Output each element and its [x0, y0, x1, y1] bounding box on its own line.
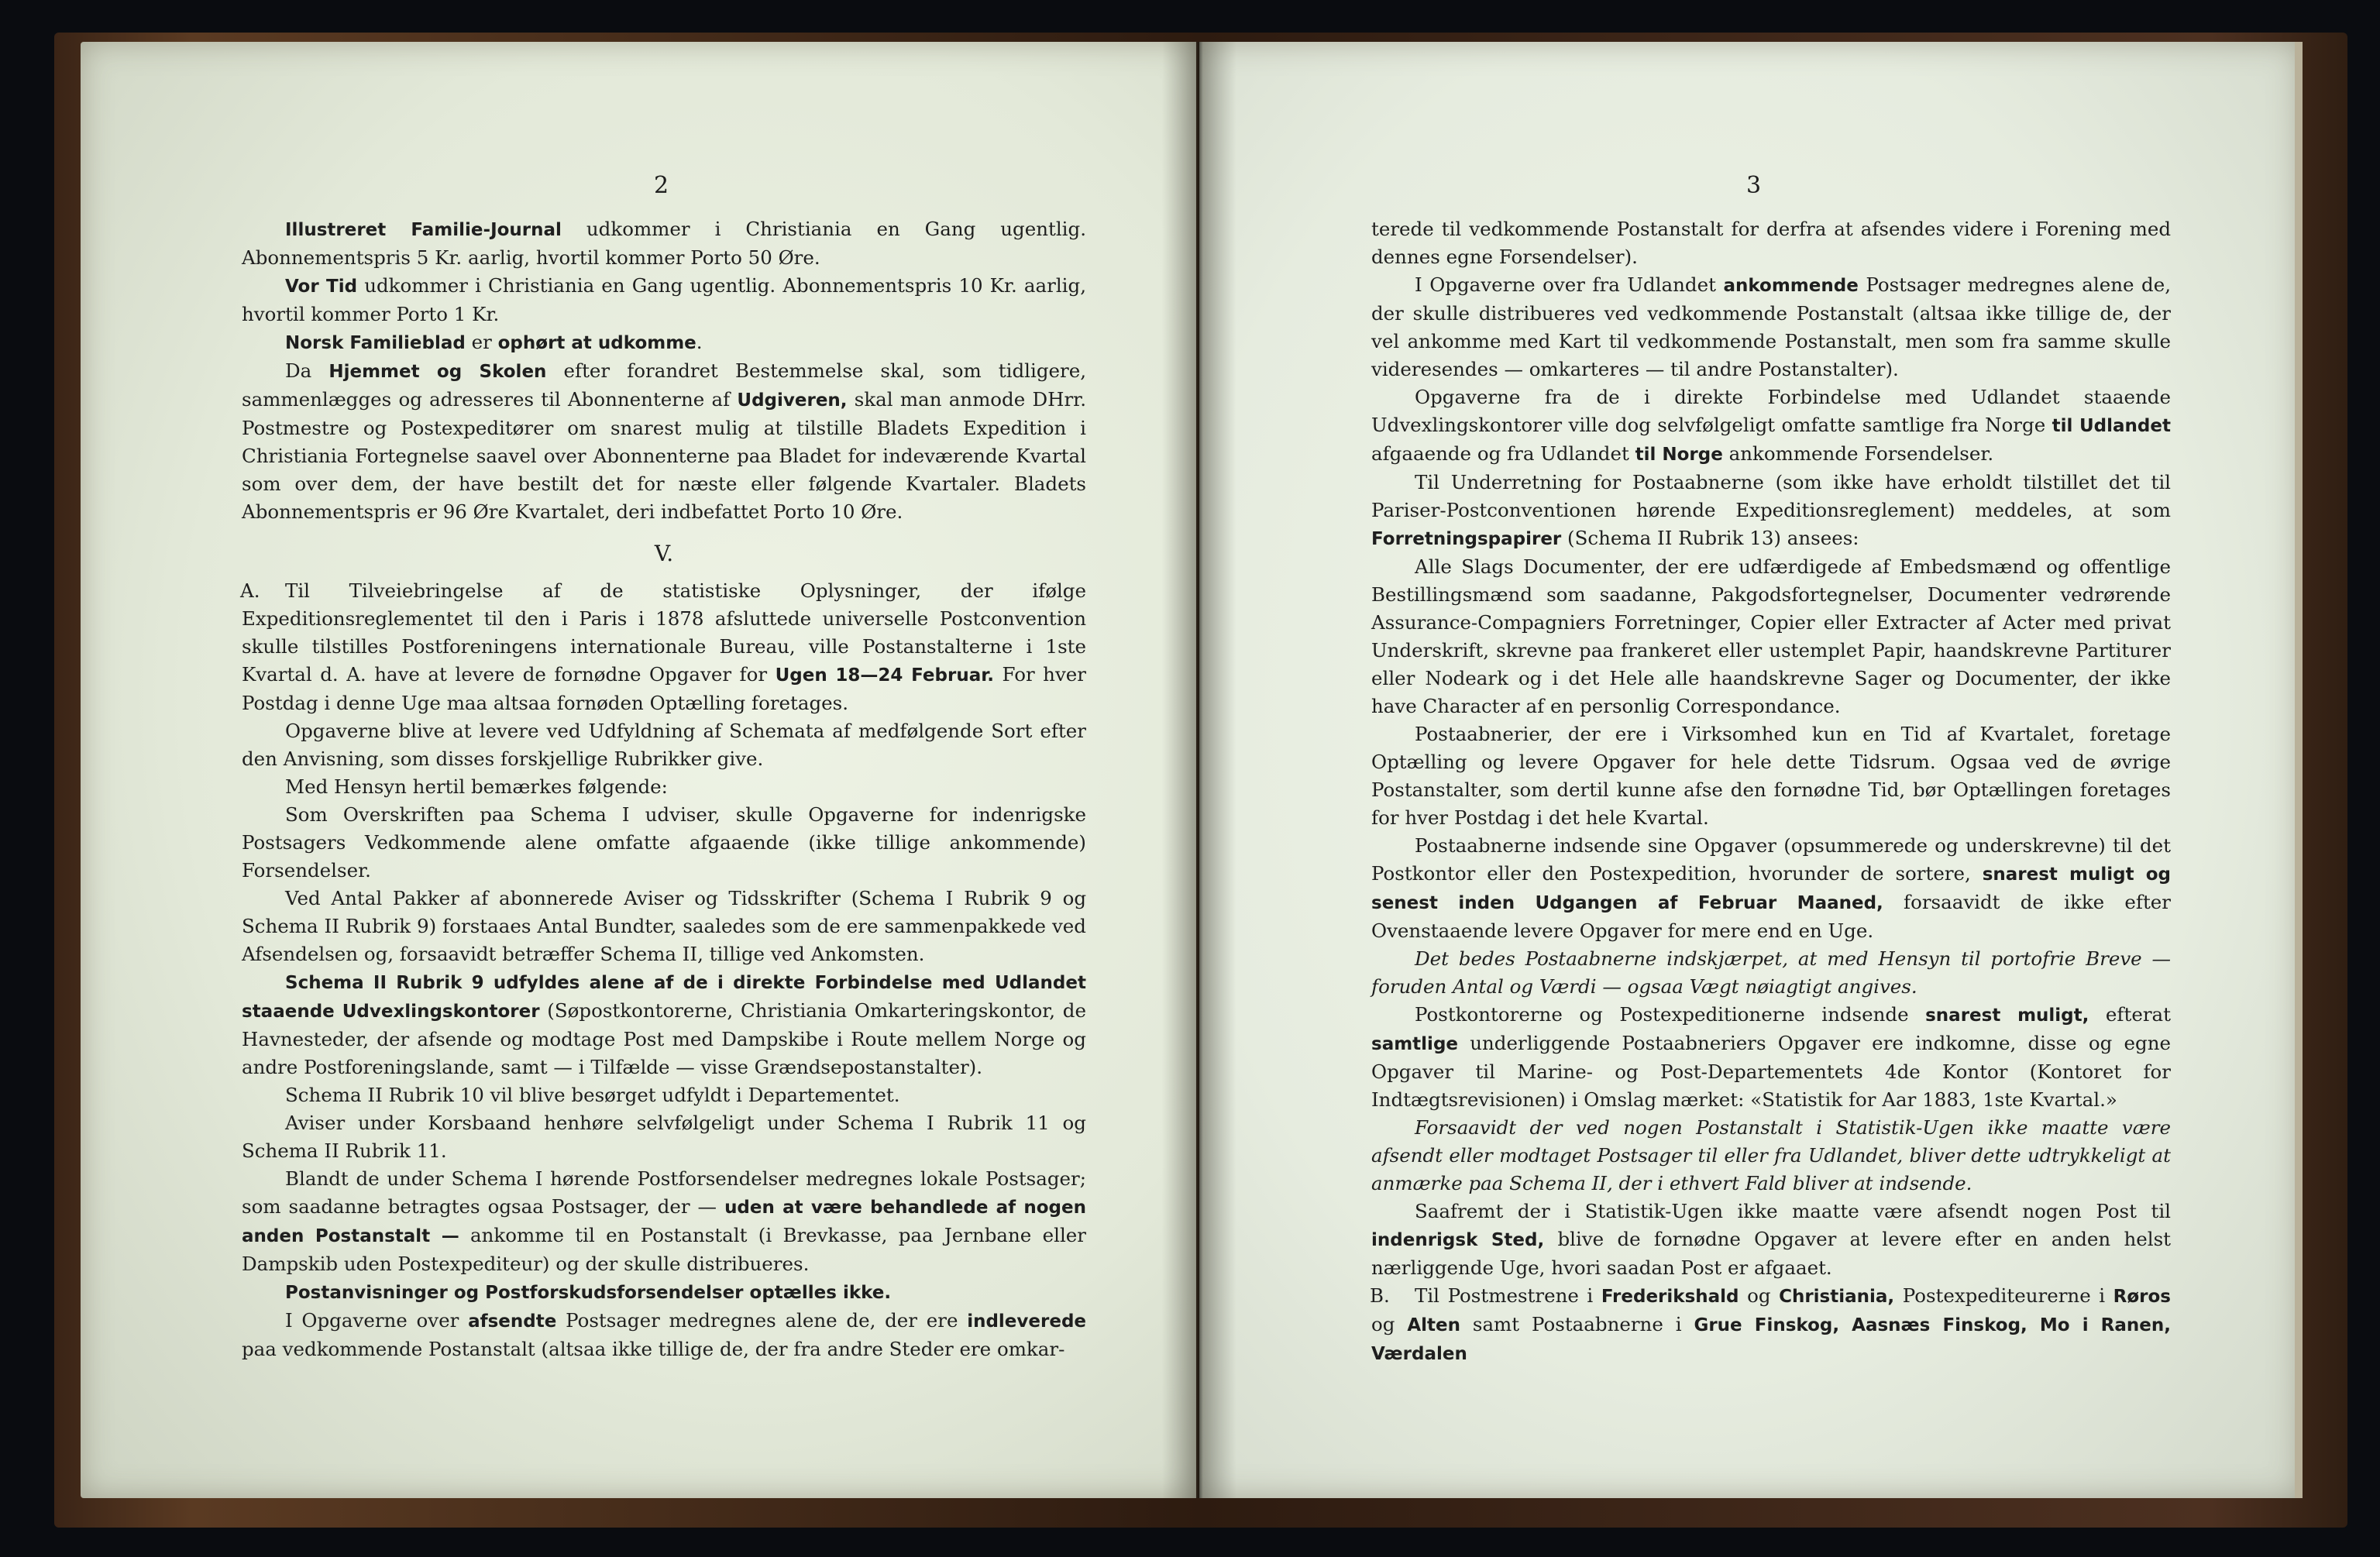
paragraph: Schema II Rubrik 10 vil blive besørget udfyldt i Departementet. — [285, 1084, 900, 1106]
page-number-left: 2 — [654, 172, 669, 199]
page-edge — [2295, 42, 2303, 1498]
item-label: A. — [240, 579, 260, 602]
paragraph: Med Hensyn hertil bemærkes følgende: — [285, 775, 668, 798]
paragraph: Blandt de under Schema I hørende Postforsendelser medregnes lokale Postsager; som saadanne betragtes ogsaa Postsager, der — uden at være behandlede af nogen anden Postanstalt — ankomme til en Postanstalt (i Brevkasse, paa Jernbane eller Dampskib uden Postexpediteur) og der skulle distribueres. — [242, 1167, 1086, 1275]
paragraph: A. Til Tilveiebringelse af de statistiske Oplysninger, der ifølge Expeditionsreglementet til den i Paris i 1878 afsluttede universelle Postconvention skulle tilstilles Postforeningens internationale Bureau, ville Postanstalterne i 1ste Kvartal d. A. have at levere de fornødne Opgaver for Ugen 18—24 Februar. For hver Postdag i denne Uge maa altsaa fornøden Optælling foretages. — [242, 577, 1086, 717]
paragraph: Illustreret Familie-Journal udkommer i Christiania en Gang ugentlig. Abonnementspris 5 Kr. aarlig, hvortil kommer Porto 50 Øre. — [242, 218, 1086, 269]
paragraph: terede til vedkommende Postanstalt for derfra at afsendes videre i Forening med dennes egne Forsendelser). — [1371, 218, 2171, 268]
paragraph: Schema II Rubrik 9 udfyldes alene af de i direkte Forbindelse med Udlandet staaende Udvexlingskontorer (Søpostkontorerne, Christiania Omkarteringskontor, de Havnesteder, der afsende og modtage Post med Dampskibe i Route mellem Norge og andre Postforeningslande, samt — i Tilfælde — visse Grændsepostanstalter). — [242, 973, 1086, 1078]
left-page-text — [242, 215, 1086, 1363]
page-number-right: 3 — [1746, 172, 1762, 199]
paragraph: Opgaverne blive at levere ved Udfyldning af Schemata af medfølgende Sort efter den Anvisning, som disses forskjellige Rubrikker give. — [242, 720, 1086, 770]
paragraph: Saafremt der i Statistik-Ugen ikke maatte være afsendt nogen Post til indenrigsk Sted, blive de fornødne Opgaver at levere efter en anden helst nærliggende Uge, hvori saadan Post er afgaaet. — [1371, 1200, 2171, 1279]
paragraph: Postaabnerier, der ere i Virksomhed kun en Tid af Kvartalet, foretage Optælling og levere Opgaver for hele dette Tidsrum. Ogsaa ved de øvrige Postanstalter, som dertil kunne afse den fornødne Tid, bør Optællingen foretages for hver Postdag i det hele Kvartal. — [1371, 723, 2171, 829]
paragraph: Til Underretning for Postaabnerne (som ikke have erholdt tilstillet det til Pariser-Postconventionen hørende Expeditionsreglement) meddeles, at som Forretningspapirer (Schema II Rubrik 13) ansees: — [1371, 471, 2171, 549]
paragraph: I Opgaverne over afsendte Postsager medregnes alene de, der ere indleverede paa vedkommende Postanstalt (altsaa ikke tillige de, der fra andre Steder ere omkar- — [242, 1309, 1087, 1360]
paragraph: Vor Tid udkommer i Christiania en Gang ugentlig. Abonnementspris 10 Kr. aarlig, hvortil kommer Porto 1 Kr. — [242, 274, 1086, 325]
paragraph: Norsk Familieblad er ophørt at udkomme. — [285, 331, 703, 353]
item-label: B. — [1370, 1284, 1390, 1307]
paragraph: Aviser under Korsbaand henhøre selvfølgeligt under Schema I Rubrik 11 og Schema II Rubrik 11. — [242, 1112, 1086, 1162]
paragraph: Alle Slags Documenter, der ere udfærdigede af Embedsmænd og offentlige Bestillingsmænd som saadanne, Pakgodsfortegnelser, Documenter vedrørende Assurance-Compagniers Forretninger, Copier eller Extracter af Acter med privat Underskrift, skrevne paa frankeret eller ustemplet Papir, haandskrevne Partiturer eller Nodeark og i det Hele alle haandskrevne Sager og Documenter, der ikke have Character af en personlig Correspondance. — [1371, 555, 2171, 717]
paragraph: Opgaverne fra de i direkte Forbindelse med Udlandet staaende Udvexlingskontorer ville dog selvfølgeligt omfatte samtlige fra Norge til Udlandet afgaaende og fra Udlandet til Norge ankommende Forsendelser. — [1371, 386, 2171, 465]
book-gutter — [1162, 42, 1236, 1498]
paragraph: Postaabnerne indsende sine Opgaver (opsummerede og underskrevne) til det Postkontor eller den Postexpedition, hvorunder de sortere, snarest muligt og senest inden Udgangen af Februar Maaned, forsaavidt de ikke efter Ovenstaaende levere Opgaver for mere end en Uge. — [1371, 834, 2171, 942]
section-heading: V. — [654, 541, 674, 566]
paragraph: Postanvisninger og Postforskudsforsendelser optælles ikke. — [285, 1283, 892, 1303]
paragraph: Forsaavidt der ved nogen Postanstalt i Statistik-Ugen ikke maatte være afsendt eller modtaget Postsager til eller fra Udlandet, bliver dette udtrykkeligt at anmærke paa Schema II, der i ethvert Fald bliver at indsende. — [1371, 1116, 2171, 1194]
paragraph: Postkontorerne og Postexpeditionerne indsende snarest muligt, efterat samtlige underliggende Postaabneriers Opgaver ere indkomne, disse og egne Opgaver til Marine- og Post-Departementets 4de Kontor (Kontoret for Indtægtsrevisionen) i Omslag mærket: «Statistik for Aar 1883, 1ste Kvartal.» — [1371, 1003, 2171, 1111]
right-page-text — [1371, 215, 2171, 1368]
paragraph: Ved Antal Pakker af abonnerede Aviser og Tidsskrifter (Schema I Rubrik 9 og Schema II Rubrik 9) forstaaes Antal Bundter, saaledes som de ere sammenpakkede ved Afsendelsen og, forsaavidt betræffer Schema II, tillige ved Ankomsten. — [242, 887, 1086, 965]
paragraph: B. Til Postmestrene i Frederikshald og Christiania, Postexpediteurerne i Røros og Alten samt Postaabnerne i Grue Finskog, Aasnæs Finskog, Mo i Ranen, Værdalen — [1371, 1282, 2171, 1368]
paragraph: I Opgaverne over fra Udlandet ankommende Postsager medregnes alene de, der skulle distribueres ved vedkommende Postanstalt (altsaa ikke tillige de, der vel ankomme med Kart til vedkommende Postanstalt, men som fra samme skulle videresendes — omkarteres — til andre Postanstalter). — [1371, 273, 2171, 380]
paragraph: Det bedes Postaabnerne indskjærpet, at med Hensyn til portofrie Breve — foruden Antal og Værdi — ogsaa Vægt nøiagtigt angives. — [1371, 947, 2171, 998]
paragraph: Som Overskriften paa Schema I udviser, skulle Opgaverne for indenrigske Postsagers Vedkommende alene omfatte afgaaende (ikke tillige ankommende) Forsendelser. — [242, 803, 1086, 882]
paragraph: Da Hjemmet og Skolen efter forandret Bestemmelse skal, som tidligere, sammenlægges og adresseres til Abonnenterne af Udgiveren, skal man anmode DHrr. Postmestre og Postexpeditører om snarest mulig at tilstille Bladets Expedition i Christiania Fortegnelse saavel over Abonnenterne paa Bladet for indeværende Kvartal som over dem, der have bestilt det for næste eller følgende Kvartaler. Bladets Abonnementspris er 96 Øre Kvartalet, deri indbefattet Porto 10 Øre. — [242, 359, 1086, 523]
